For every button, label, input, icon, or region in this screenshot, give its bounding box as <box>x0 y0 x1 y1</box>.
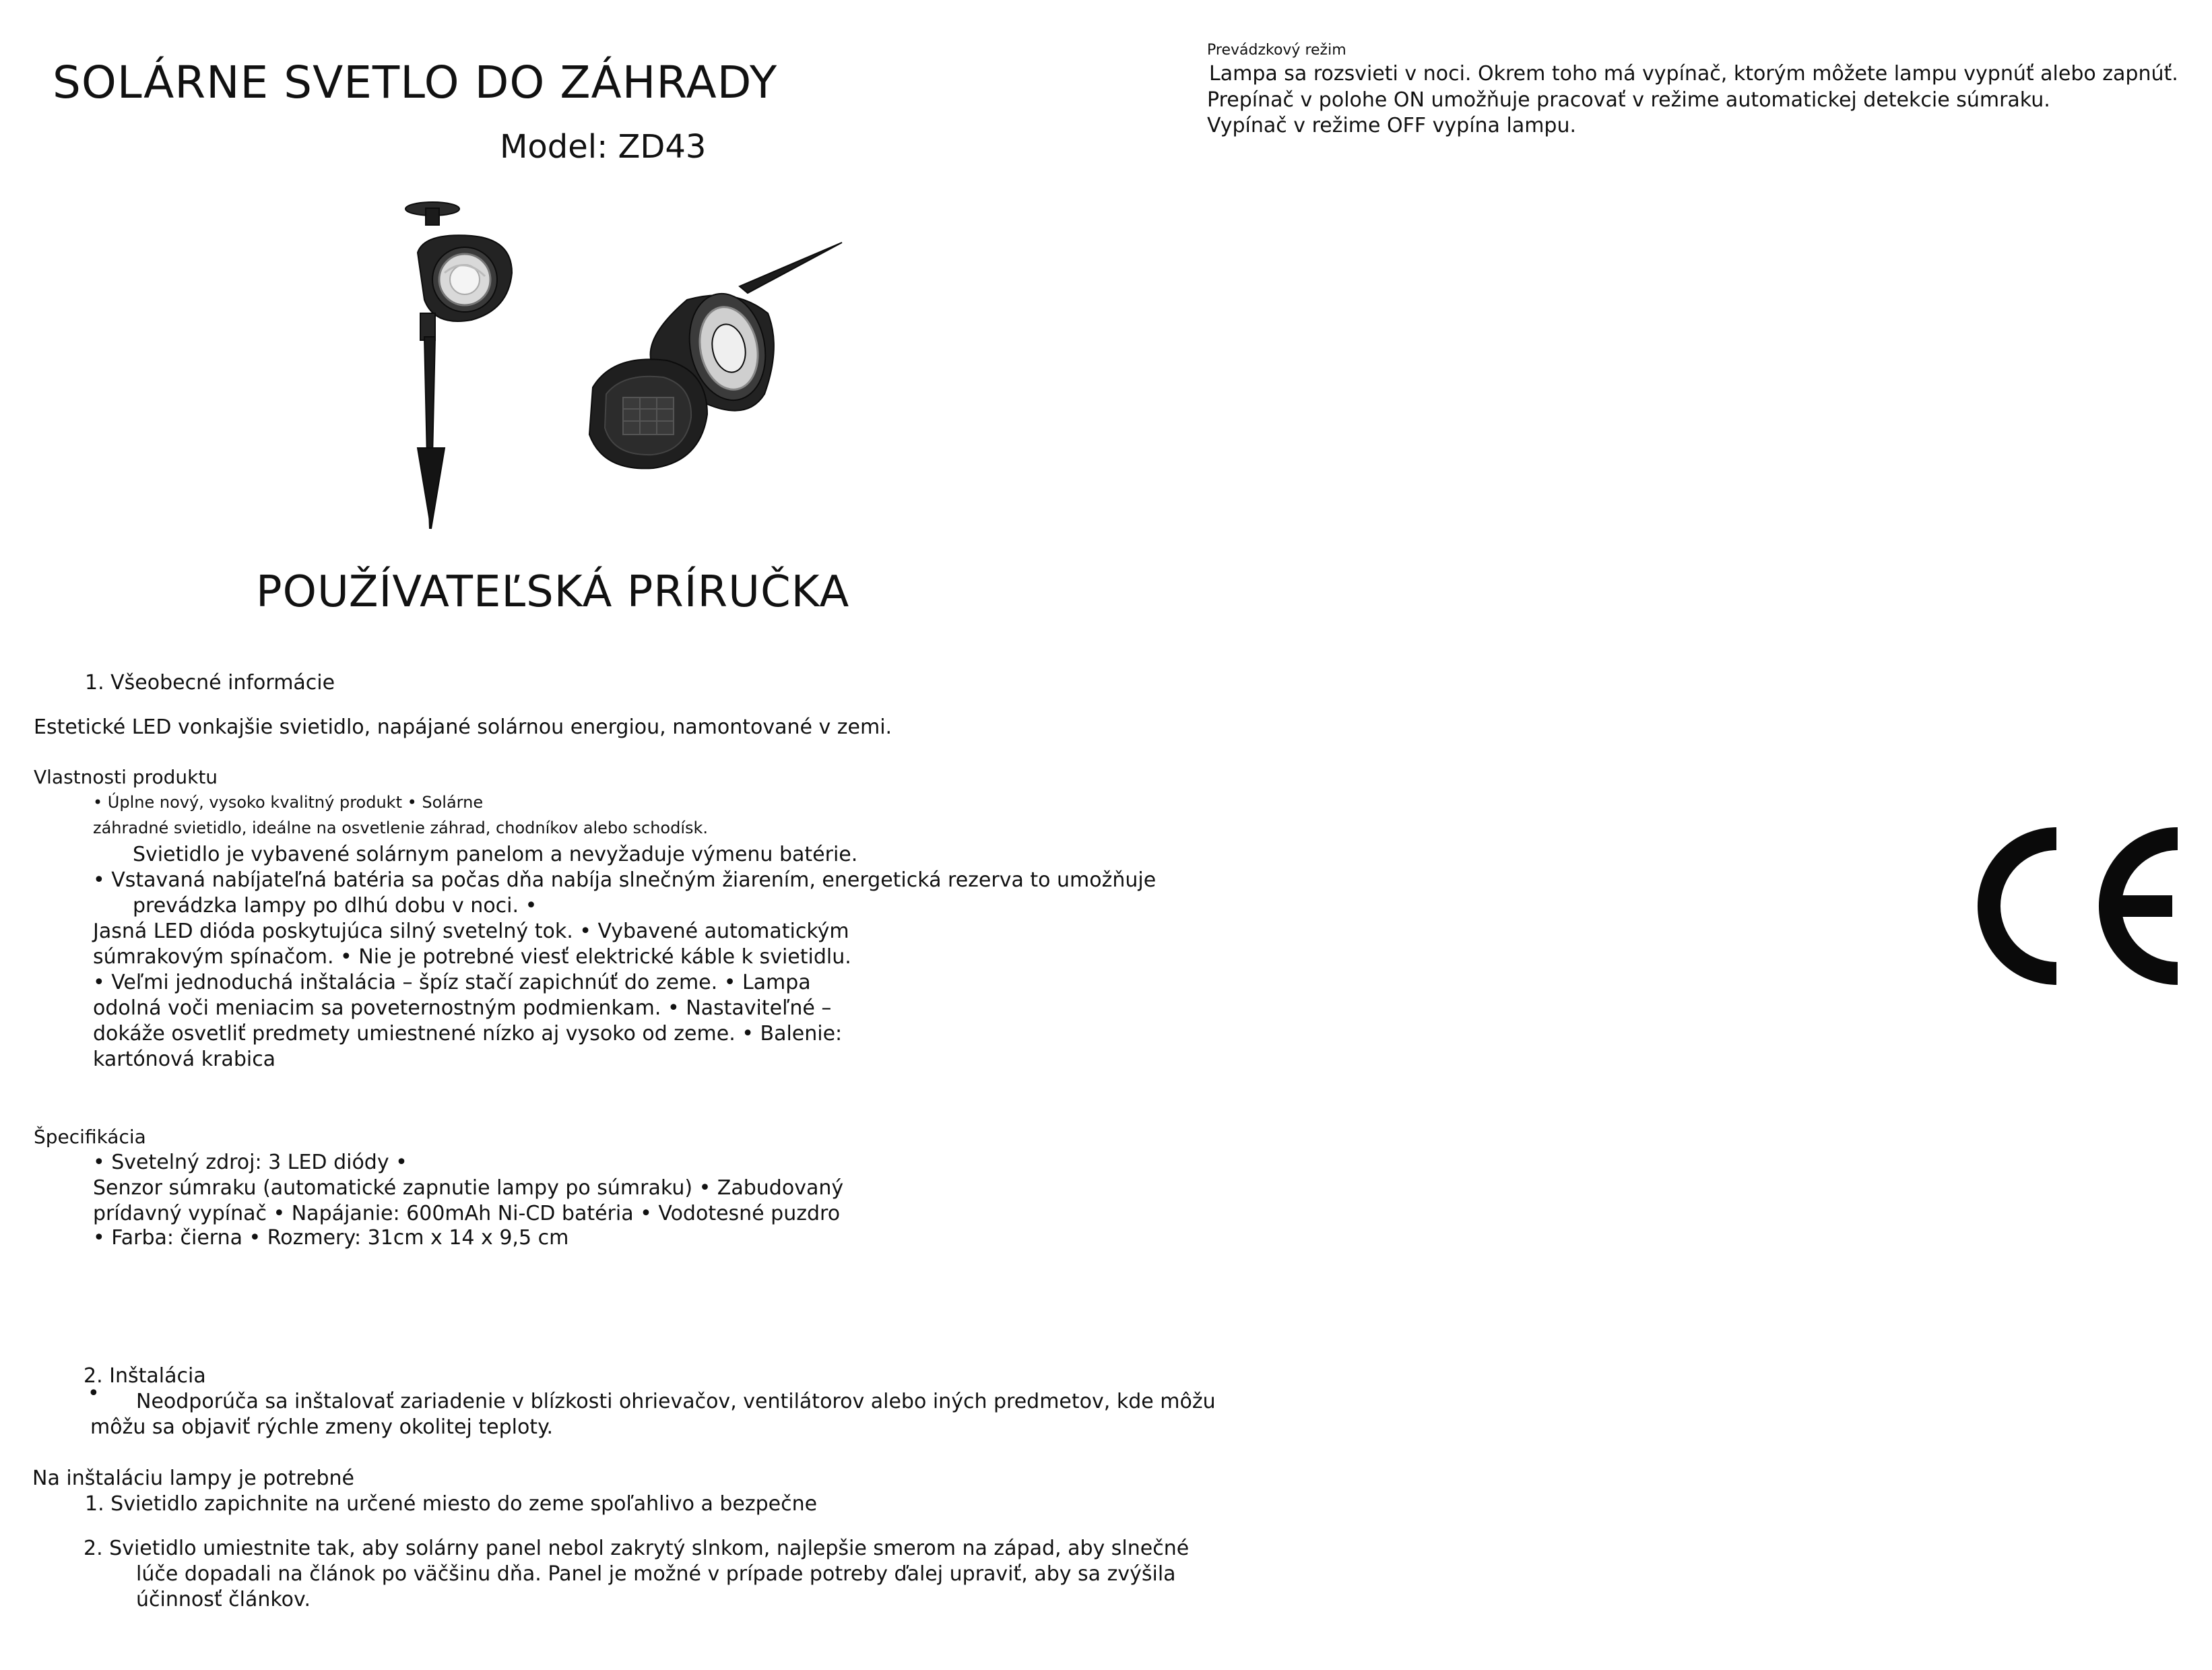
general-heading: 1. Všeobecné informácie <box>85 671 335 695</box>
spec-line: • Svetelný zdroj: 3 LED diódy • <box>93 1151 408 1174</box>
spec-heading: Špecifikácia <box>34 1126 146 1148</box>
lamp-right <box>589 243 842 468</box>
operation-line: Vypínač v režime OFF vypína lampu. <box>1207 114 1577 137</box>
feature-line: súmrakovým spínačom. • Nie je potrebné viesť elektrické káble k svietidlu. <box>93 945 851 969</box>
feature-line: odolná voči meniacim sa poveternostným podmienkam. • Nastaviteľné – <box>93 996 832 1020</box>
lamp-left <box>405 202 512 529</box>
manual-title: POUŽÍVATEĽSKÁ PRÍRUČKA <box>256 567 850 617</box>
model-number: Model: ZD43 <box>500 128 707 166</box>
spec-line: • Farba: čierna • Rozmery: 31cm x 14 x 9,5 cm <box>93 1226 569 1250</box>
install-warning: Neodporúča sa inštalovať zariadenie v blízkosti ohrievačov, ventilátorov alebo iných predmetov, kde môžu <box>136 1390 1216 1413</box>
operation-line: Prepínač v polohe ON umožňuje pracovať v režime automatickej detekcie súmraku. <box>1207 88 2050 112</box>
install-warning-cont: môžu sa objaviť rýchle zmeny okolitej teploty. <box>90 1415 554 1439</box>
feature-line: • Veľmi jednoduchá inštalácia – špíz stačí zapichnúť do zeme. • Lampa <box>93 971 811 994</box>
operation-line: Lampa sa rozsvieti v noci. Okrem toho má vypínač, ktorým môžete lampu vypnúť alebo zapnúť. <box>1209 62 2178 86</box>
feature-line: Jasná LED dióda poskytujúca silný svetelný tok. • Vybavené automatickým <box>93 920 849 943</box>
ce-mark <box>1977 815 2192 997</box>
feature-line: dokáže osvetliť predmety umiestnené nízko aj vysoko od zeme. • Balenie: <box>93 1022 843 1046</box>
install-step-1: 1. Svietidlo zapichnite na určené miesto do zeme spoľahlivo a bezpečne <box>85 1492 818 1516</box>
install-step-2: 2. Svietidlo umiestnite tak, aby solárny panel nebol zakrytý slnkom, najlepšie smerom na západ, aby slnečné <box>84 1537 1190 1560</box>
general-intro: Estetické LED vonkajšie svietidlo, napájané solárnou energiou, namontované v zemi. <box>34 715 892 739</box>
install-bullet: • <box>88 1382 100 1405</box>
features-heading: Vlastnosti produktu <box>34 766 218 788</box>
spec-line: Senzor súmraku (automatické zapnutie lampy po súmraku) • Zabudovaný <box>93 1176 844 1200</box>
install-heading: 2. Inštalácia <box>84 1364 206 1388</box>
product-title: SOLÁRNE SVETLO DO ZÁHRADY <box>53 57 778 108</box>
feature-line: • Vstavaná nabíjateľná batéria sa počas dňa nabíja slnečným žiarením, energetická rezerva to umožňuje <box>93 868 1157 892</box>
install-needs: Na inštaláciu lampy je potrebné <box>32 1467 354 1490</box>
spec-line: prídavný vypínač • Napájanie: 600mAh Ni-CD batéria • Vodotesné puzdro <box>93 1202 841 1225</box>
product-image <box>370 192 849 542</box>
feature-line: prevádzka lampy po dlhú dobu v noci. • <box>133 894 538 918</box>
operation-heading: Prevádzkový režim <box>1207 42 1346 59</box>
feature-line: kartónová krabica <box>93 1048 276 1071</box>
feature-line: Svietidlo je vybavené solárnym panelom a nevyžaduje výmenu batérie. <box>133 843 858 866</box>
feature-line: záhradné svietidlo, ideálne na osvetlenie záhrad, chodníkov alebo schodísk. <box>93 818 709 837</box>
feature-line: • Úplne nový, vysoko kvalitný produkt • Solárne <box>93 793 484 812</box>
install-step-2-cont: lúče dopadali na článok po väčšinu dňa. Panel je možné v prípade potreby ďalej upraviť, aby sa zvýšila <box>136 1562 1176 1586</box>
install-step-2-cont: účinnosť článkov. <box>136 1588 311 1611</box>
